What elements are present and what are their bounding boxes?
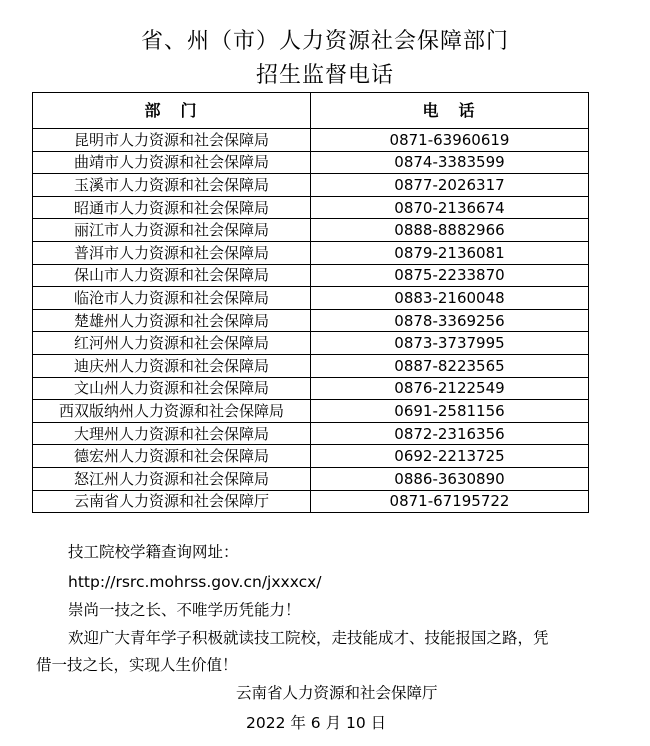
table-row [33, 309, 589, 332]
table-row [33, 467, 589, 490]
department-cell: 西双版纳州人力资源和社会保障局 [33, 400, 311, 423]
phone-cell: 0871-63960619 [311, 129, 589, 152]
query-label: 技工院校学籍查询网址： [68, 543, 239, 561]
table-row [33, 219, 589, 242]
phone-cell: 0888-8882966 [311, 219, 589, 242]
department-cell: 保山市人力资源和社会保障局 [33, 264, 311, 287]
phone-cell: 0873-3737995 [311, 332, 589, 355]
table-row [33, 174, 589, 197]
table-row [33, 400, 589, 423]
table-row [33, 377, 589, 400]
department-cell: 普洱市人力资源和社会保障局 [33, 241, 311, 264]
phone-cell: 0870-2136674 [311, 196, 589, 219]
table-row [33, 354, 589, 377]
slogan: 崇尚一技之长、不唯学历凭能力！ [68, 601, 301, 619]
header-phone: 电 话 [311, 93, 589, 129]
department-cell: 迪庆州人力资源和社会保障局 [33, 354, 311, 377]
table-row [33, 129, 589, 152]
department-cell: 文山州人力资源和社会保障局 [33, 377, 311, 400]
phone-cell: 0886-3630890 [311, 467, 589, 490]
department-cell: 玉溪市人力资源和社会保障局 [33, 174, 311, 197]
phone-cell: 0887-8223565 [311, 354, 589, 377]
phone-cell: 0875-2233870 [311, 264, 589, 287]
department-cell: 云南省人力资源和社会保障厅 [33, 490, 311, 513]
header-department: 部 门 [33, 93, 311, 129]
phone-cell: 0877-2026317 [311, 174, 589, 197]
document-title: 省、州（市）人力资源社会保障部门 [140, 29, 509, 54]
query-url[interactable]: http://rsrc.mohrss.gov.cn/jxxxcx/ [68, 573, 322, 591]
table-row [33, 422, 589, 445]
issuer-name: 云南省人力资源和社会保障厅 [236, 684, 438, 702]
department-cell: 昆明市人力资源和社会保障局 [33, 129, 311, 152]
department-cell: 红河州人力资源和社会保障局 [33, 332, 311, 355]
department-cell: 德宏州人力资源和社会保障局 [33, 445, 311, 468]
department-cell: 丽江市人力资源和社会保障局 [33, 219, 311, 242]
department-cell: 临沧市人力资源和社会保障局 [33, 287, 311, 310]
phone-cell: 0879-2136081 [311, 241, 589, 264]
phone-cell: 0692-2213725 [311, 445, 589, 468]
department-cell: 楚雄州人力资源和社会保障局 [33, 309, 311, 332]
phone-cell: 0872-2316356 [311, 422, 589, 445]
welcome-text-line1: 欢迎广大青年学子积极就读技工院校，走技能成才、技能报国之路，凭 [68, 629, 549, 647]
phone-cell: 0874-3383599 [311, 151, 589, 174]
department-cell: 曲靖市人力资源和社会保障局 [33, 151, 311, 174]
table-row [33, 196, 589, 219]
department-cell: 怒江州人力资源和社会保障局 [33, 467, 311, 490]
table-row [33, 241, 589, 264]
department-cell: 昭通市人力资源和社会保障局 [33, 196, 311, 219]
phone-cell: 0876-2122549 [311, 377, 589, 400]
phone-cell: 0883-2160048 [311, 287, 589, 310]
table-row [33, 287, 589, 310]
phone-cell: 0691-2581156 [311, 400, 589, 423]
table-row [33, 264, 589, 287]
contacts-table [32, 92, 589, 513]
department-cell: 大理州人力资源和社会保障局 [33, 422, 311, 445]
phone-cell: 0878-3369256 [311, 309, 589, 332]
table-row [33, 490, 589, 513]
phone-cell: 0871-67195722 [311, 490, 589, 513]
table-row [33, 151, 589, 174]
welcome-text-line2: 借一技之长，实现人生价值！ [36, 656, 238, 674]
table-row [33, 445, 589, 468]
issue-date: 2022 年 6 月 10 日 [246, 714, 387, 732]
table-row [33, 332, 589, 355]
table-header-row [33, 93, 589, 129]
document-subtitle: 招生监督电话 [255, 63, 394, 88]
